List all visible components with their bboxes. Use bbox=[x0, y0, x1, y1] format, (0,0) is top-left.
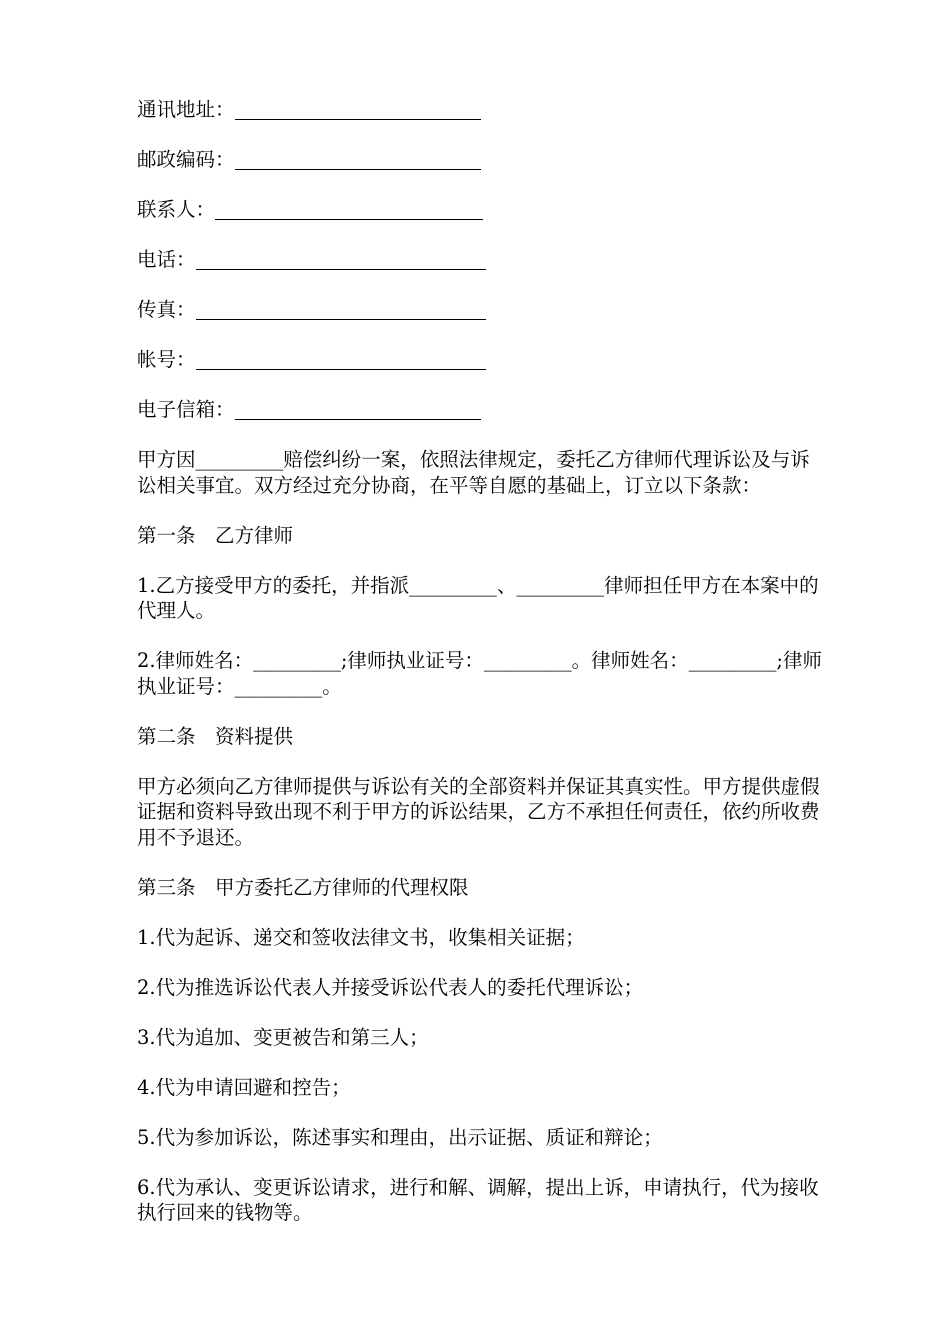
fax-label: 传真： bbox=[137, 298, 196, 321]
article2-title: 第二条 资料提供 bbox=[137, 724, 294, 748]
article2-body: 甲方必须向乙方律师提供与诉讼有关的全部资料并保证其真实性。甲方提供虚假证据和资料导致出现不利于甲方的诉讼结果，乙方不承担任何责任，依约所收费用不予退还。 bbox=[137, 774, 820, 849]
article3-item: 2.代为推选诉讼代表人并接受诉讼代表人的委托代理诉讼； bbox=[137, 975, 644, 999]
article3-item: 5.代为参加诉讼，陈述事实和理由，出示证据、质证和辩论； bbox=[137, 1125, 663, 1149]
account-blank[interactable] bbox=[196, 350, 486, 370]
address-field-row bbox=[137, 97, 827, 123]
article3-item: 4.代为申请回避和控告； bbox=[137, 1075, 351, 1099]
fax-field-row bbox=[137, 297, 827, 323]
article1-item: 2.律师姓名：_________;律师执业证号：_________。律师姓名：_________;律师执业证号：_________。 bbox=[137, 649, 822, 698]
fax-blank[interactable] bbox=[196, 300, 486, 320]
contact-label: 联系人： bbox=[137, 198, 216, 221]
article3-title: 第三条 甲方委托乙方律师的代理权限 bbox=[137, 875, 469, 899]
email-field-row bbox=[137, 397, 827, 423]
postcode-label: 邮政编码： bbox=[137, 148, 235, 171]
email-label: 电子信箱： bbox=[137, 398, 235, 421]
address-label: 通讯地址： bbox=[137, 98, 235, 121]
article3-item: 1.代为起诉、递交和签收法律文书，收集相关证据； bbox=[137, 925, 585, 949]
address-blank[interactable] bbox=[235, 100, 481, 120]
document-body bbox=[137, 97, 827, 1250]
phone-field-row bbox=[137, 247, 827, 273]
email-blank[interactable] bbox=[235, 400, 481, 420]
account-label: 帐号： bbox=[137, 348, 196, 371]
article3-item: 6.代为承认、变更诉讼请求，进行和解、调解，提出上诉，申请执行，代为接收执行回来的钱物等。 bbox=[137, 1175, 819, 1224]
phone-label: 电话： bbox=[137, 248, 196, 271]
postcode-blank[interactable] bbox=[235, 150, 481, 170]
article1-item: 1.乙方接受甲方的委托，并指派_________、_________律师担任甲方在本案中的代理人。 bbox=[137, 573, 819, 622]
contact-field-row bbox=[137, 197, 827, 223]
account-field-row bbox=[137, 347, 827, 373]
postcode-field-row bbox=[137, 147, 827, 173]
contact-blank[interactable] bbox=[215, 200, 483, 220]
phone-blank[interactable] bbox=[196, 250, 486, 270]
article3-item: 3.代为追加、变更被告和第三人； bbox=[137, 1025, 429, 1049]
intro-paragraph: 甲方因_________赔偿纠纷一案，依照法律规定，委托乙方律师代理诉讼及与诉讼相关事宜。双方经过充分协商，在平等自愿的基础上，订立以下条款： bbox=[137, 448, 810, 497]
article1-title: 第一条 乙方律师 bbox=[137, 523, 294, 547]
